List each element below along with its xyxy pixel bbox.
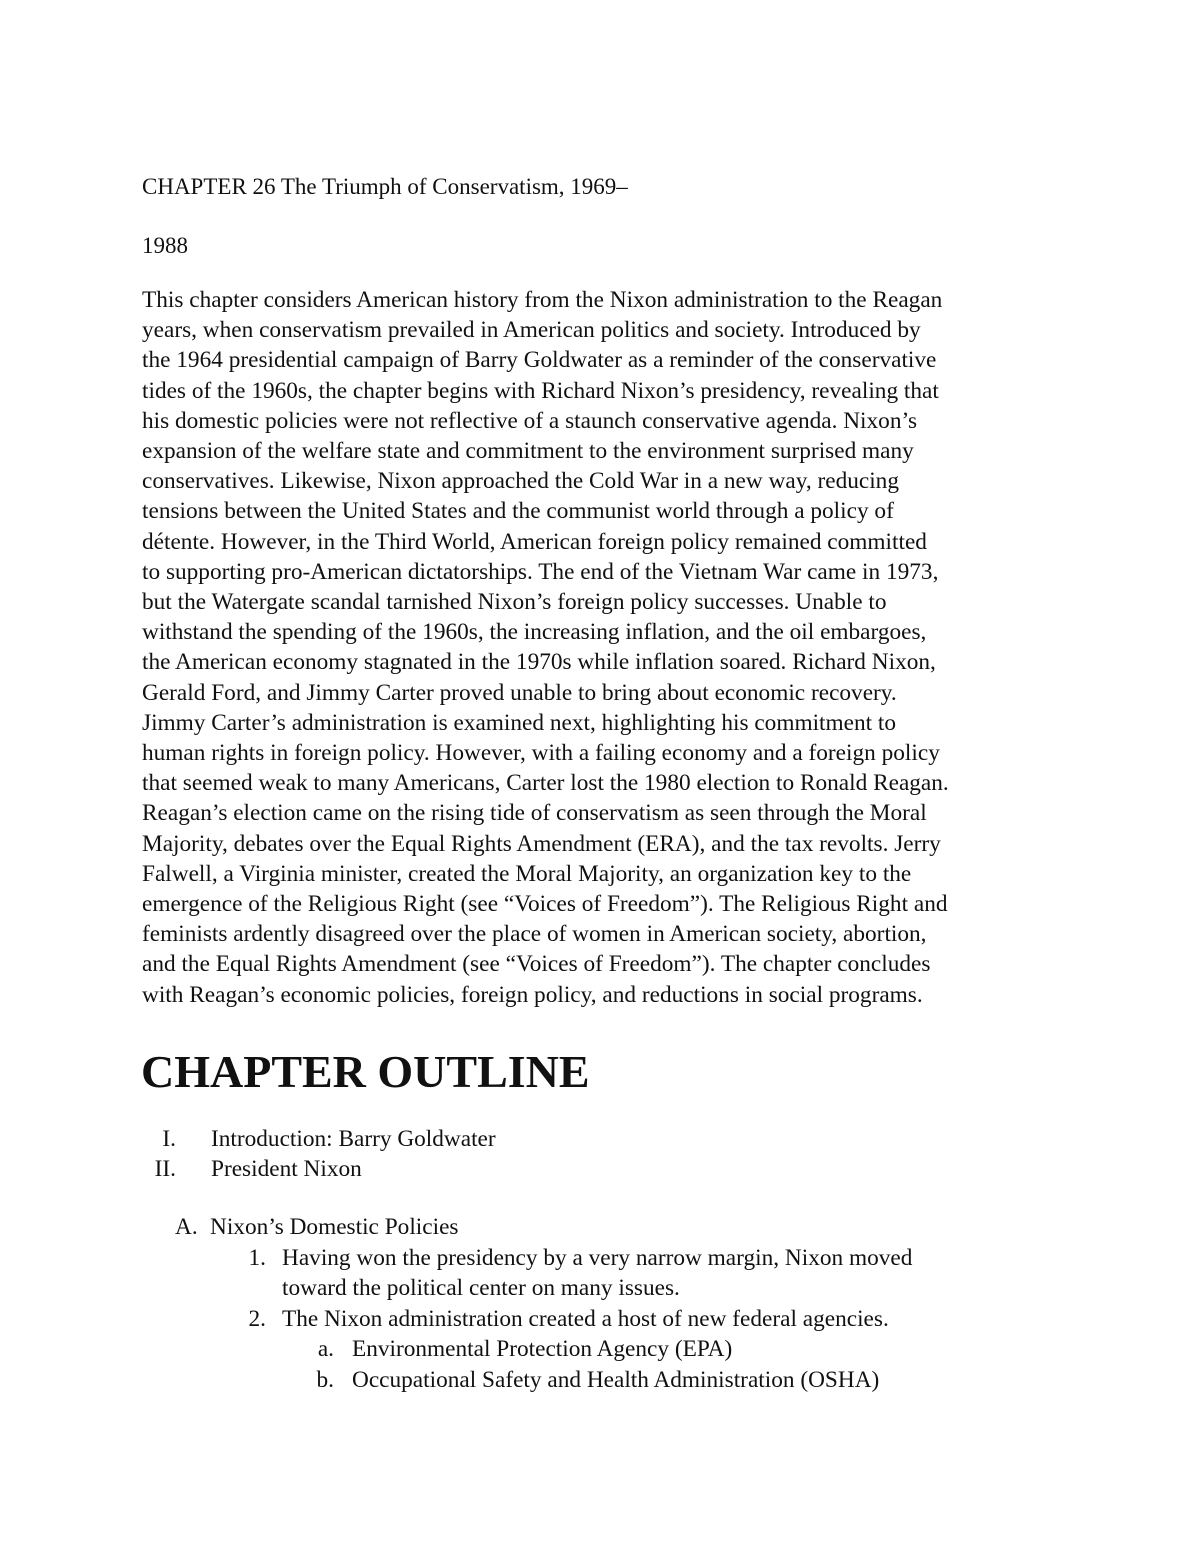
summary-line: tides of the 1960s, the chapter begins with Richard Nixon’s presidency, revealing that [142, 377, 939, 404]
summary-line: expansion of the welfare state and commitment to the environment surprised many [142, 438, 914, 465]
outline-text: The Nixon administration created a host of new federal agencies. [282, 1306, 889, 1332]
outline-text: Having won the presidency by a very narrow margin, Nixon moved [282, 1245, 913, 1271]
summary-line: tensions between the United States and the communist world through a policy of [142, 498, 894, 525]
summary-line: Falwell, a Virginia minister, created the Moral Majority, an organization key to the [142, 860, 912, 887]
outline-marker: A. [175, 1214, 198, 1240]
outline-marker: II. [154, 1156, 176, 1182]
summary-line: Majority, debates over the Equal Rights Amendment (ERA), and the tax revolts. Jerry [142, 830, 941, 857]
outline-text: Environmental Protection Agency (EPA) [352, 1336, 733, 1362]
outline-text: Occupational Safety and Health Administration (OSHA) [352, 1367, 880, 1393]
summary-line: that seemed weak to many Americans, Carter lost the 1980 election to Ronald Reagan. [142, 770, 949, 797]
summary-line: the 1964 presidential campaign of Barry Goldwater as a reminder of the conservative [142, 347, 937, 374]
summary-line: the American economy stagnated in the 1970s while inflation soared. Richard Nixon, [142, 649, 936, 676]
summary-line: emergence of the Religious Right (see “Voices of Freedom”). The Religious Right and [142, 891, 948, 918]
outline-text: Introduction: Barry Goldwater [211, 1126, 496, 1152]
summary-line: human rights in foreign policy. However, with a failing economy and a foreign policy [142, 740, 940, 767]
summary-line: détente. However, in the Third World, American foreign policy remained committed [142, 528, 927, 555]
summary-line: but the Watergate scandal tarnished Nixon’s foreign policy successes. Unable to [142, 589, 887, 616]
summary-line: Jimmy Carter’s administration is examined next, highlighting his commitment to [142, 709, 897, 736]
summary-line: his domestic policies were not reflective of a staunch conservative agenda. Nixon’s [142, 407, 918, 434]
summary-line: and the Equal Rights Amendment (see “Voices of Freedom”). The chapter concludes [142, 951, 931, 978]
summary-line: feminists ardently disagreed over the place of women in American society, abortion, [142, 921, 927, 948]
outline-text: Nixon’s Domestic Policies [210, 1214, 459, 1240]
outline-marker: b. [316, 1367, 334, 1393]
chapter-outline-heading: CHAPTER OUTLINE [141, 1046, 590, 1097]
outline-text: toward the political center on many issues. [282, 1275, 680, 1301]
chapter-summary [142, 285, 1072, 1010]
outline-marker: a. [317, 1336, 334, 1362]
outline-marker: I. [162, 1126, 176, 1152]
summary-line: conservatives. Likewise, Nixon approached the Cold War in a new way, reducing [142, 468, 899, 495]
outline-text: President Nixon [211, 1156, 362, 1182]
chapter-title-line-2: 1988 [142, 233, 188, 258]
summary-line: to supporting pro-American dictatorships. The end of the Vietnam War came in 1973, [142, 558, 939, 585]
summary-line: This chapter considers American history from the Nixon administration to the Reagan [142, 287, 943, 313]
summary-line: with Reagan’s economic policies, foreign policy, and reductions in social programs. [142, 981, 923, 1008]
chapter-title-line-1: CHAPTER 26 The Triumph of Conservatism, 1969– [142, 174, 628, 199]
outline-marker: 1. [248, 1245, 266, 1271]
summary-line: Gerald Ford, and Jimmy Carter proved unable to bring about economic recovery. [142, 679, 897, 706]
outline-marker: 2. [248, 1306, 266, 1332]
summary-line: years, when conservatism prevailed in American politics and society. Introduced by [142, 317, 921, 344]
summary-line: withstand the spending of the 1960s, the increasing inflation, and the oil embargoes, [142, 619, 927, 646]
summary-line: Reagan’s election came on the rising tide of conservatism as seen through the Moral [142, 800, 927, 827]
